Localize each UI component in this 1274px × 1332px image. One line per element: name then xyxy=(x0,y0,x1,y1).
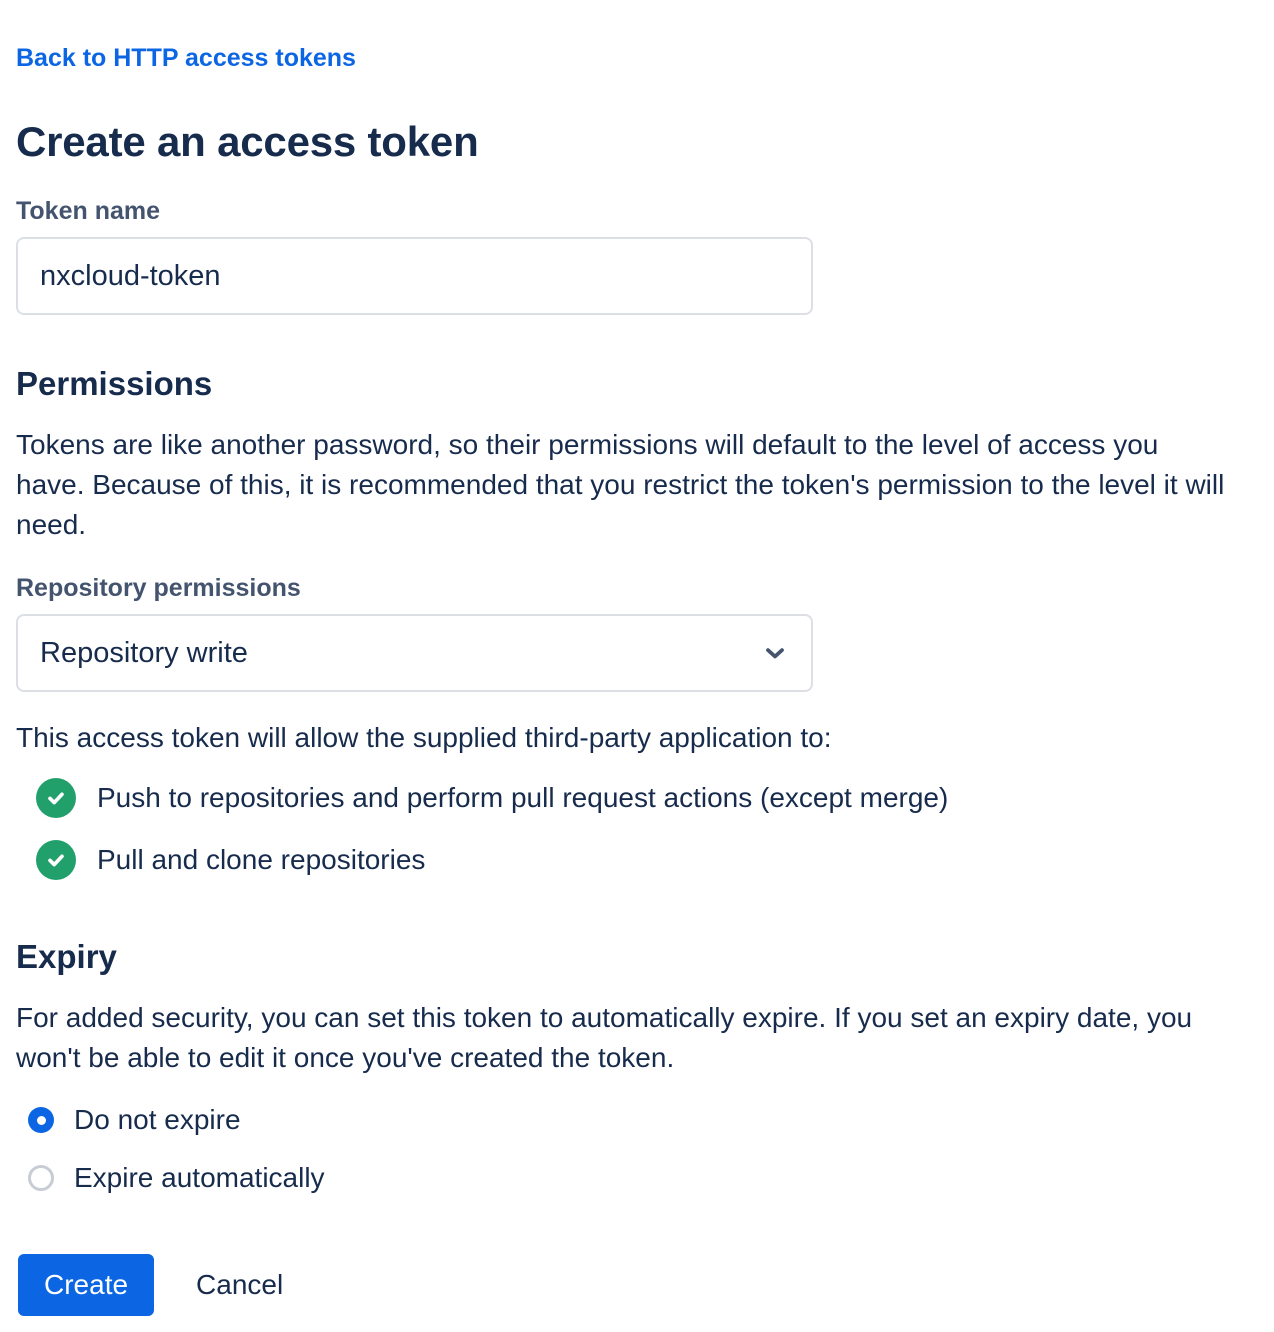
permissions-heading: Permissions xyxy=(16,365,213,402)
token-name-label: Token name xyxy=(16,197,161,225)
form-actions xyxy=(16,1254,1258,1316)
repository-permissions-selected-value: Repository write xyxy=(40,636,248,669)
repository-permissions-label: Repository permissions xyxy=(16,574,301,602)
create-button[interactable]: Create xyxy=(18,1254,154,1316)
token-allow-intro: This access token will allow the supplied third-party application to: xyxy=(16,722,832,753)
expiry-description: For added security, you can set this token to automatically expire. If you set an expiry date, you won't be able to edit it once you've created the token. xyxy=(16,1002,1193,1073)
capability-item-push xyxy=(36,778,1258,818)
check-circle-icon xyxy=(36,840,76,880)
expiry-heading: Expiry xyxy=(16,938,117,975)
token-name-input[interactable] xyxy=(16,237,813,315)
capability-item-pull xyxy=(36,840,1258,880)
radio-label: Expire automatically xyxy=(74,1162,325,1193)
back-to-http-access-tokens-link[interactable]: Back to HTTP access tokens xyxy=(16,44,356,72)
expiry-radio-group xyxy=(16,1102,1258,1196)
radio-option-expire-automatically[interactable] xyxy=(28,1160,1258,1196)
page-title: Create an access token xyxy=(16,118,479,165)
capability-list xyxy=(16,778,1258,880)
chevron-down-icon xyxy=(761,639,789,667)
permissions-description: Tokens are like another password, so their permissions will default to the level of access you have. Because of this, it is recommended that you restrict the token's permission to the level it will need. xyxy=(16,429,1225,540)
radio-label: Do not expire xyxy=(74,1104,241,1135)
radio-option-do-not-expire[interactable] xyxy=(28,1102,1258,1138)
radio-unselected-icon[interactable] xyxy=(28,1165,54,1191)
cancel-button[interactable]: Cancel xyxy=(196,1269,284,1300)
repository-permissions-select[interactable] xyxy=(16,614,813,692)
check-circle-icon xyxy=(36,778,76,818)
capability-text: Push to repositories and perform pull request actions (except merge) xyxy=(97,782,949,813)
capability-text: Pull and clone repositories xyxy=(97,844,426,875)
radio-selected-icon[interactable] xyxy=(28,1107,54,1133)
